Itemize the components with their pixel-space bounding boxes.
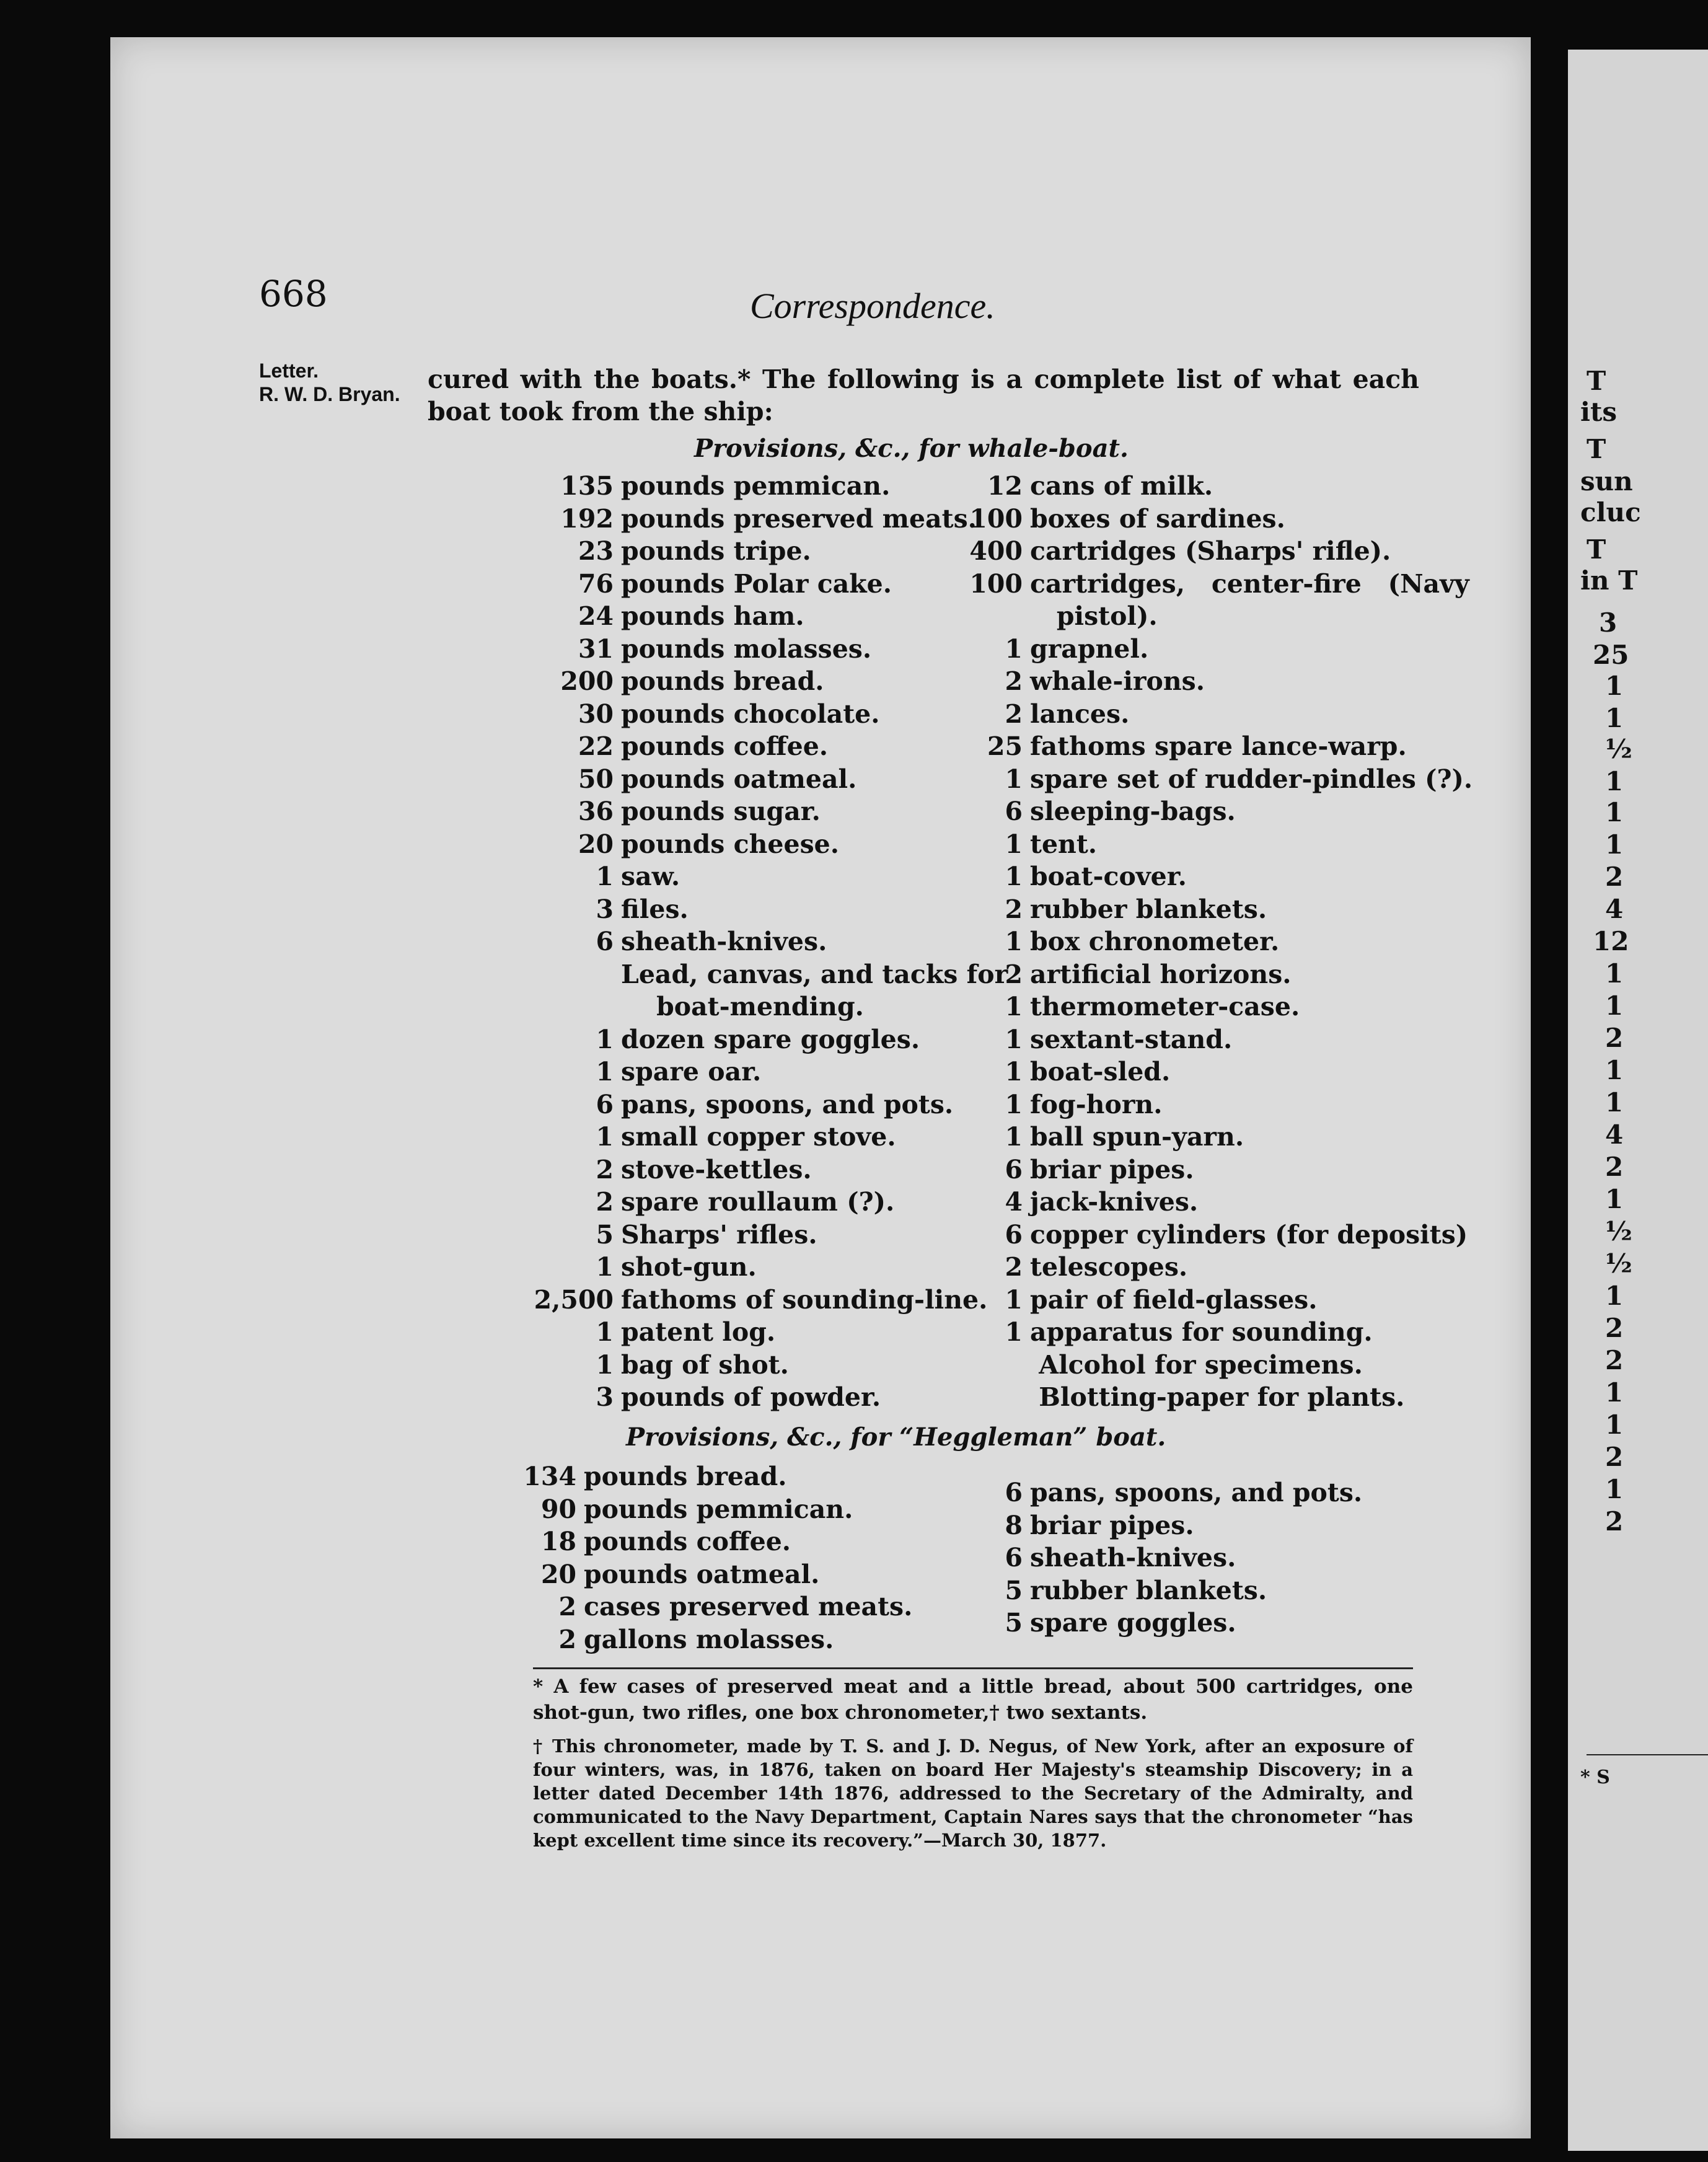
item-description: telescopes.: [1030, 1252, 1188, 1282]
list-item: [905, 698, 1472, 731]
item-quantity: 135: [560, 471, 614, 501]
item-description: spare oar.: [621, 1057, 762, 1087]
whale-boat-list-right: [905, 470, 1472, 1414]
list-item: [905, 665, 1472, 698]
item-quantity: 2: [1005, 666, 1023, 696]
item-description: cases preserved meats.: [584, 1592, 913, 1622]
item-description: briar pipes.: [1030, 1510, 1194, 1540]
item-description: pair of field-glasses.: [1030, 1284, 1318, 1315]
item-description: fog-horn.: [1030, 1089, 1163, 1119]
item-quantity: 134: [523, 1462, 576, 1491]
item-quantity: 31: [578, 633, 614, 664]
item-description: shot-gun.: [621, 1252, 757, 1282]
adjacent-page-text: 1: [1605, 829, 1624, 860]
item-description: pounds pemmican.: [621, 471, 891, 501]
item-description: ball spun-yarn.: [1030, 1122, 1244, 1152]
sidenote-letter: Letter.: [259, 360, 319, 382]
list-item: [905, 535, 1472, 568]
item-description: pounds tripe.: [621, 536, 811, 566]
item-quantity: 1: [596, 1122, 614, 1152]
list-item: [905, 763, 1472, 796]
item-quantity: 1: [1005, 1284, 1023, 1315]
item-description: pistol).: [1030, 601, 1158, 631]
adjacent-page-text: 1: [1605, 766, 1624, 796]
item-quantity: 2: [1005, 699, 1023, 729]
list-item: [905, 1284, 1472, 1317]
item-description: pounds Polar cake.: [621, 568, 892, 599]
item-quantity: 90: [540, 1494, 576, 1524]
footnote-rule: [533, 1667, 1413, 1669]
item-description: box chronometer.: [1030, 927, 1280, 956]
item-description: boat-mending.: [621, 992, 864, 1021]
item-quantity: 1: [596, 1349, 614, 1380]
item-description: gallons molasses.: [584, 1624, 834, 1654]
item-quantity: 5: [596, 1219, 614, 1250]
item-quantity: 25: [987, 731, 1023, 761]
adjacent-page-text: 1: [1605, 703, 1624, 733]
item-quantity: 1: [1005, 1024, 1023, 1054]
item-quantity: 1: [596, 1252, 614, 1282]
item-description: boxes of sardines.: [1030, 503, 1285, 534]
item-quantity: 1: [596, 1024, 614, 1054]
item-quantity: 1: [596, 1057, 614, 1087]
list-item: [905, 1381, 1472, 1414]
adjacent-page-text: 2: [1605, 1345, 1624, 1375]
list-item: [905, 1349, 1472, 1382]
list-item: [905, 828, 1472, 861]
list-item: [905, 860, 1472, 893]
adjacent-page-text: ½: [1605, 1248, 1632, 1279]
item-description: spare set of rudder-pindles (?).: [1030, 764, 1473, 794]
running-title: Correspondence.: [750, 286, 995, 326]
adjacent-page-text: 3: [1599, 607, 1618, 638]
item-description: pounds sugar.: [621, 796, 821, 826]
item-description: whale-irons.: [1030, 666, 1205, 696]
adjacent-page-rule: [1587, 1754, 1708, 1755]
item-description: grapnel.: [1030, 633, 1149, 664]
item-description: fathoms of sounding-line.: [621, 1284, 988, 1315]
adjacent-page-text: sun: [1580, 466, 1633, 496]
list-item: [905, 1056, 1472, 1088]
adjacent-page-text: 2: [1605, 1442, 1624, 1472]
intro-line-2: boat took from the ship:: [428, 397, 773, 426]
item-quantity: 6: [1005, 796, 1023, 826]
item-description: saw.: [621, 862, 680, 891]
list-item: [905, 1574, 1362, 1607]
intro-line-1: cured with the boats.* The following is a complete list of what each: [428, 364, 1419, 394]
item-description: pounds coffee.: [584, 1527, 791, 1556]
item-quantity: 1: [596, 1317, 614, 1347]
list-item: [905, 991, 1472, 1023]
item-quantity: 1: [1005, 764, 1023, 794]
item-description: jack-knives.: [1030, 1187, 1199, 1217]
item-description: Sharps' rifles.: [621, 1219, 817, 1250]
adjacent-page-text: 1: [1605, 797, 1624, 827]
item-quantity: 1: [1005, 1057, 1023, 1087]
list-item: [905, 1251, 1472, 1284]
adjacent-page-text: in T: [1580, 565, 1638, 596]
item-description: tent.: [1030, 829, 1098, 859]
item-description: pounds molasses.: [621, 633, 872, 664]
item-quantity: 4: [1005, 1187, 1023, 1217]
item-quantity: 2: [1005, 894, 1023, 924]
adjacent-page-text: 2: [1605, 862, 1624, 892]
list-item: [905, 1154, 1472, 1186]
adjacent-page-text: 4: [1605, 894, 1624, 924]
item-quantity: 6: [596, 927, 614, 956]
adjacent-page-text: 1: [1605, 1281, 1624, 1311]
list-item: [905, 1509, 1362, 1542]
adjacent-page-text: 1: [1605, 1474, 1624, 1504]
item-description: pounds cheese.: [621, 829, 840, 859]
adjacent-page-text: * S: [1580, 1767, 1610, 1788]
item-quantity: 36: [578, 796, 614, 826]
adjacent-page-text: T: [1587, 366, 1606, 396]
item-quantity: 3: [596, 1382, 614, 1412]
item-quantity: 192: [560, 503, 614, 534]
adjacent-page-text: T: [1587, 434, 1606, 464]
adjacent-page-text: 1: [1605, 1410, 1624, 1440]
item-description: Lead, canvas, and tacks for: [621, 959, 1008, 989]
adjacent-page-text: 12: [1593, 926, 1629, 956]
item-description: pounds coffee.: [621, 731, 829, 761]
adjacent-page-text: 1: [1605, 1055, 1624, 1085]
list-item: [905, 568, 1472, 601]
list-item: [905, 1088, 1472, 1121]
item-description: pounds bread.: [621, 666, 824, 696]
item-quantity: 100: [969, 503, 1023, 534]
adjacent-page-text: T: [1587, 534, 1606, 565]
list-item: [905, 1316, 1472, 1349]
item-description: apparatus for sounding.: [1030, 1317, 1373, 1347]
item-quantity: 2: [1005, 1252, 1023, 1282]
item-description: copper cylinders (for deposits): [1030, 1219, 1468, 1250]
item-quantity: 2: [558, 1624, 576, 1654]
item-quantity: 2: [1005, 959, 1023, 989]
adjacent-page-text: 1: [1605, 958, 1624, 989]
item-quantity: 100: [969, 568, 1023, 599]
footnote-dagger: † This chronometer, made by T. S. and J. D. Negus, of New York, after an exposure of four winters, was, in 1876, taken on board Her Majesty's steamship Discovery; in a letter dated December 14th 1876, addressed to the Secretary of the Admiralty, and communicated to the Navy Department, Captain Nares says that the chronometer “has kept excellent time since its recovery.”—March 30, 1877.: [533, 1736, 1413, 1851]
list-item: [905, 1186, 1472, 1219]
item-quantity: 1: [1005, 1089, 1023, 1119]
list-item: [905, 1607, 1362, 1639]
item-quantity: 50: [578, 764, 614, 794]
item-description: sheath-knives.: [621, 927, 827, 956]
item-description: Blotting-paper for plants.: [1030, 1382, 1405, 1412]
adjacent-page-text: 1: [1605, 1377, 1624, 1408]
item-description: pans, spoons, and pots.: [1030, 1478, 1363, 1507]
item-quantity: 5: [1005, 1575, 1023, 1605]
list-item: [905, 1121, 1472, 1154]
item-description: sleeping-bags.: [1030, 796, 1236, 826]
adjacent-page-text: 2: [1605, 1506, 1624, 1537]
item-description: files.: [621, 894, 689, 924]
item-description: pounds bread.: [584, 1462, 787, 1491]
item-description: Alcohol for specimens.: [1030, 1349, 1363, 1380]
item-description: pounds pemmican.: [584, 1494, 853, 1524]
item-quantity: 2: [558, 1592, 576, 1622]
list-item: [428, 1558, 912, 1591]
adjacent-page-fragment: [1568, 50, 1708, 2151]
item-description: boat-sled.: [1030, 1057, 1171, 1087]
item-description: cartridges, center-fire (Navy: [1030, 568, 1469, 599]
sidenote-author: R. W. D. Bryan.: [259, 383, 400, 405]
item-description: pounds of powder.: [621, 1382, 881, 1412]
adjacent-page-text: 1: [1605, 1184, 1624, 1214]
item-description: rubber blankets.: [1030, 894, 1267, 924]
item-quantity: 1: [1005, 633, 1023, 664]
item-quantity: 1: [1005, 927, 1023, 956]
adjacent-page-text: 2: [1605, 1023, 1624, 1053]
item-description: cartridges (Sharps' rifle).: [1030, 536, 1391, 566]
adjacent-page-text: ½: [1605, 734, 1632, 764]
list-item: [428, 1460, 912, 1493]
item-quantity: 30: [578, 699, 614, 729]
list-item: [905, 1023, 1472, 1056]
item-description: fathoms spare lance-warp.: [1030, 731, 1407, 761]
item-description: sextant-stand.: [1030, 1024, 1233, 1054]
item-quantity: 22: [578, 731, 614, 761]
item-description: patent log.: [621, 1317, 776, 1347]
item-description: pounds oatmeal.: [621, 764, 857, 794]
list-item: [905, 1219, 1472, 1251]
heggleman-boat-heading: Provisions, &c., for “Heggleman” boat.: [626, 1423, 1166, 1452]
item-quantity: 1: [1005, 1317, 1023, 1347]
item-description: spare goggles.: [1030, 1608, 1236, 1638]
adjacent-page-text: its: [1580, 397, 1618, 427]
whale-boat-heading: Provisions, &c., for whale-boat.: [694, 434, 1129, 463]
heggleman-boat-list-left: [428, 1460, 912, 1656]
item-quantity: 8: [1005, 1510, 1023, 1540]
adjacent-page-text: 1: [1605, 991, 1624, 1021]
item-description: rubber blankets.: [1030, 1575, 1267, 1605]
list-item: [905, 600, 1472, 633]
item-description: pans, spoons, and pots.: [621, 1089, 954, 1119]
adjacent-page-text: 25: [1593, 640, 1629, 670]
heggleman-boat-list-right: [905, 1476, 1362, 1639]
adjacent-page-text: 2: [1605, 1313, 1624, 1343]
item-description: sheath-knives.: [1030, 1543, 1236, 1573]
list-item: [905, 503, 1472, 536]
item-quantity: 1: [1005, 1122, 1023, 1152]
list-item: [905, 795, 1472, 828]
list-item: [905, 730, 1472, 763]
adjacent-page-text: 1: [1605, 671, 1624, 701]
item-quantity: 12: [987, 471, 1023, 501]
list-item: [905, 925, 1472, 958]
item-quantity: 20: [540, 1559, 576, 1589]
list-item: [428, 1525, 912, 1558]
item-description: cans of milk.: [1030, 471, 1213, 501]
item-quantity: 24: [578, 601, 614, 631]
item-quantity: 6: [1005, 1478, 1023, 1507]
list-item: [428, 1493, 912, 1526]
item-quantity: 6: [1005, 1219, 1023, 1250]
item-description: lances.: [1030, 699, 1130, 729]
item-quantity: 6: [1005, 1543, 1023, 1573]
item-description: dozen spare goggles.: [621, 1024, 920, 1054]
item-quantity: 5: [1005, 1608, 1023, 1638]
page-number: 668: [259, 273, 328, 315]
item-quantity: 2: [596, 1187, 614, 1217]
item-quantity: 76: [578, 568, 614, 599]
item-description: boat-cover.: [1030, 862, 1187, 891]
item-quantity: 1: [1005, 992, 1023, 1021]
item-description: artificial horizons.: [1030, 959, 1292, 989]
item-description: thermometer-case.: [1030, 992, 1300, 1021]
item-description: spare roullaum (?).: [621, 1187, 895, 1217]
item-description: pounds preserved meats.: [621, 503, 977, 534]
item-quantity: 1: [596, 862, 614, 891]
list-item: [905, 1542, 1362, 1574]
adjacent-page-text: 2: [1605, 1152, 1624, 1182]
item-quantity: 6: [1005, 1154, 1023, 1185]
item-quantity: 23: [578, 536, 614, 566]
adjacent-page-text: cluc: [1580, 497, 1641, 527]
item-description: small copper stove.: [621, 1122, 896, 1152]
list-item: [428, 1591, 912, 1623]
item-description: bag of shot.: [621, 1349, 789, 1380]
list-item: [905, 470, 1472, 503]
item-quantity: 200: [560, 666, 614, 696]
item-quantity: 1: [1005, 862, 1023, 891]
item-description: pounds chocolate.: [621, 699, 880, 729]
footnote-star: * A few cases of preserved meat and a little bread, about 500 cartridges, one shot-gun, two rifles, one box chronometer,† two sextants.: [533, 1675, 1413, 1724]
adjacent-page-text: ½: [1605, 1216, 1632, 1246]
list-item: [905, 1476, 1362, 1509]
item-quantity: 18: [540, 1527, 576, 1556]
item-quantity: 2,500: [534, 1284, 614, 1315]
item-quantity: 1: [1005, 829, 1023, 859]
list-item: [428, 1623, 912, 1656]
item-quantity: 3: [596, 894, 614, 924]
list-item: [905, 893, 1472, 926]
list-item: [905, 633, 1472, 666]
adjacent-page-text: 4: [1605, 1119, 1624, 1150]
list-item: [905, 958, 1472, 991]
item-quantity: 20: [578, 829, 614, 859]
item-quantity: 400: [969, 536, 1023, 566]
item-description: briar pipes.: [1030, 1154, 1194, 1185]
item-quantity: 6: [596, 1089, 614, 1119]
item-quantity: 2: [596, 1154, 614, 1185]
item-description: stove-kettles.: [621, 1154, 812, 1185]
item-description: pounds ham.: [621, 601, 804, 631]
adjacent-page-text: 1: [1605, 1087, 1624, 1118]
item-description: pounds oatmeal.: [584, 1559, 820, 1589]
